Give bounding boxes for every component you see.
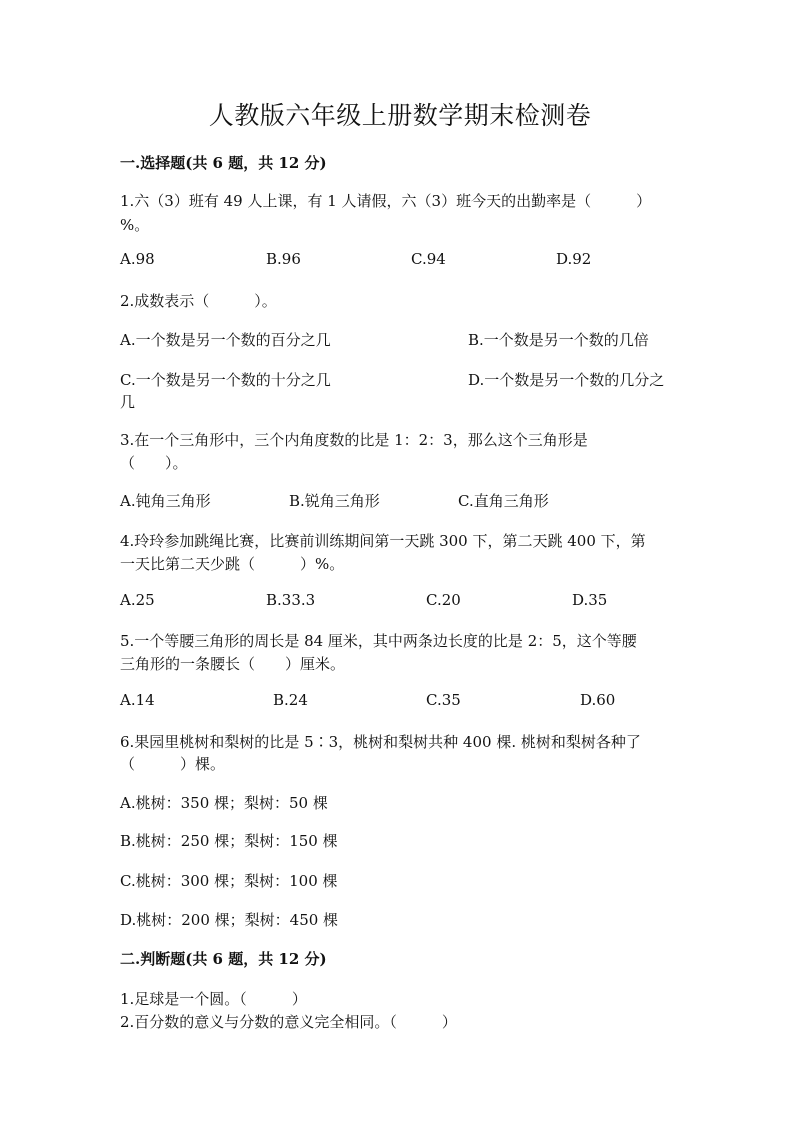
section-heading-judgement: 二.判断题(共 6 题，共 12 分): [120, 950, 327, 968]
option-b: B.一个数是另一个数的几倍: [468, 331, 649, 349]
option-a: A.14: [120, 691, 155, 709]
question-text: %。: [120, 216, 150, 234]
option-c: C.直角三角形: [458, 492, 549, 510]
option-d: D.92: [556, 250, 592, 268]
option-d: D.35: [572, 591, 608, 609]
option-c: C.20: [426, 591, 461, 609]
page-title: 人教版六年级上册数学期末检测卷: [208, 101, 592, 130]
option-d: D.60: [580, 691, 616, 709]
option-b: B.33.3: [266, 591, 316, 609]
question-text: （ ）。: [120, 454, 188, 472]
question-text: 一天比第二天少跳（ ）%。: [120, 555, 345, 573]
option-a: A.25: [120, 591, 155, 609]
question-text: 1.六（3）班有 49 人上课，有 1 人请假，六（3）班今天的出勤率是（ ）: [120, 192, 652, 210]
question-text: 5.一个等腰三角形的周长是 84 厘米，其中两条边长度的比是 2：5，这个等腰: [120, 632, 637, 650]
option-b: B.24: [273, 691, 308, 709]
option-b: B.桃树：250 棵；梨树：150 棵: [120, 832, 338, 850]
option-c: C.94: [411, 250, 446, 268]
option-c: C.35: [426, 691, 461, 709]
section-heading-choice: 一.选择题(共 6 题，共 12 分): [120, 154, 327, 172]
option-b: B.锐角三角形: [289, 492, 380, 510]
option-c: C.桃树：300 棵；梨树：100 棵: [120, 872, 338, 890]
question-text: 4.玲玲参加跳绳比赛，比赛前训练期间第一天跳 300 下，第二天跳 400 下，第: [120, 532, 646, 550]
question-text: 1.足球是一个圆。（ ）: [120, 990, 307, 1008]
question-text: 2.成数表示（ ）。: [120, 292, 277, 310]
option-a: A.一个数是另一个数的百分之几: [120, 331, 331, 349]
question-text: （ ）棵。: [120, 755, 226, 773]
option-a: A.桃树：350 棵；梨树：50 棵: [120, 794, 328, 812]
option-a: A.钝角三角形: [120, 492, 211, 510]
question-text: 3.在一个三角形中，三个内角度数的比是 1：2：3，那么这个三角形是: [120, 431, 588, 449]
question-text: 6.果园里桃树和梨树的比是 5∶3，桃树和梨树共种 400 棵. 桃树和梨树各种了: [120, 733, 641, 751]
option-b: B.96: [266, 250, 301, 268]
option-d: D.一个数是另一个数的几分之: [468, 371, 665, 389]
option-d: D.桃树：200 棵；梨树：450 棵: [120, 911, 339, 929]
question-text: 2.百分数的意义与分数的意义完全相同。（ ）: [120, 1013, 457, 1031]
option-a: A.98: [120, 250, 155, 268]
option-c: C.一个数是另一个数的十分之几: [120, 371, 331, 389]
option-d-continuation: 几: [120, 393, 136, 411]
question-text: 三角形的一条腰长（ ）厘米。: [120, 655, 346, 673]
